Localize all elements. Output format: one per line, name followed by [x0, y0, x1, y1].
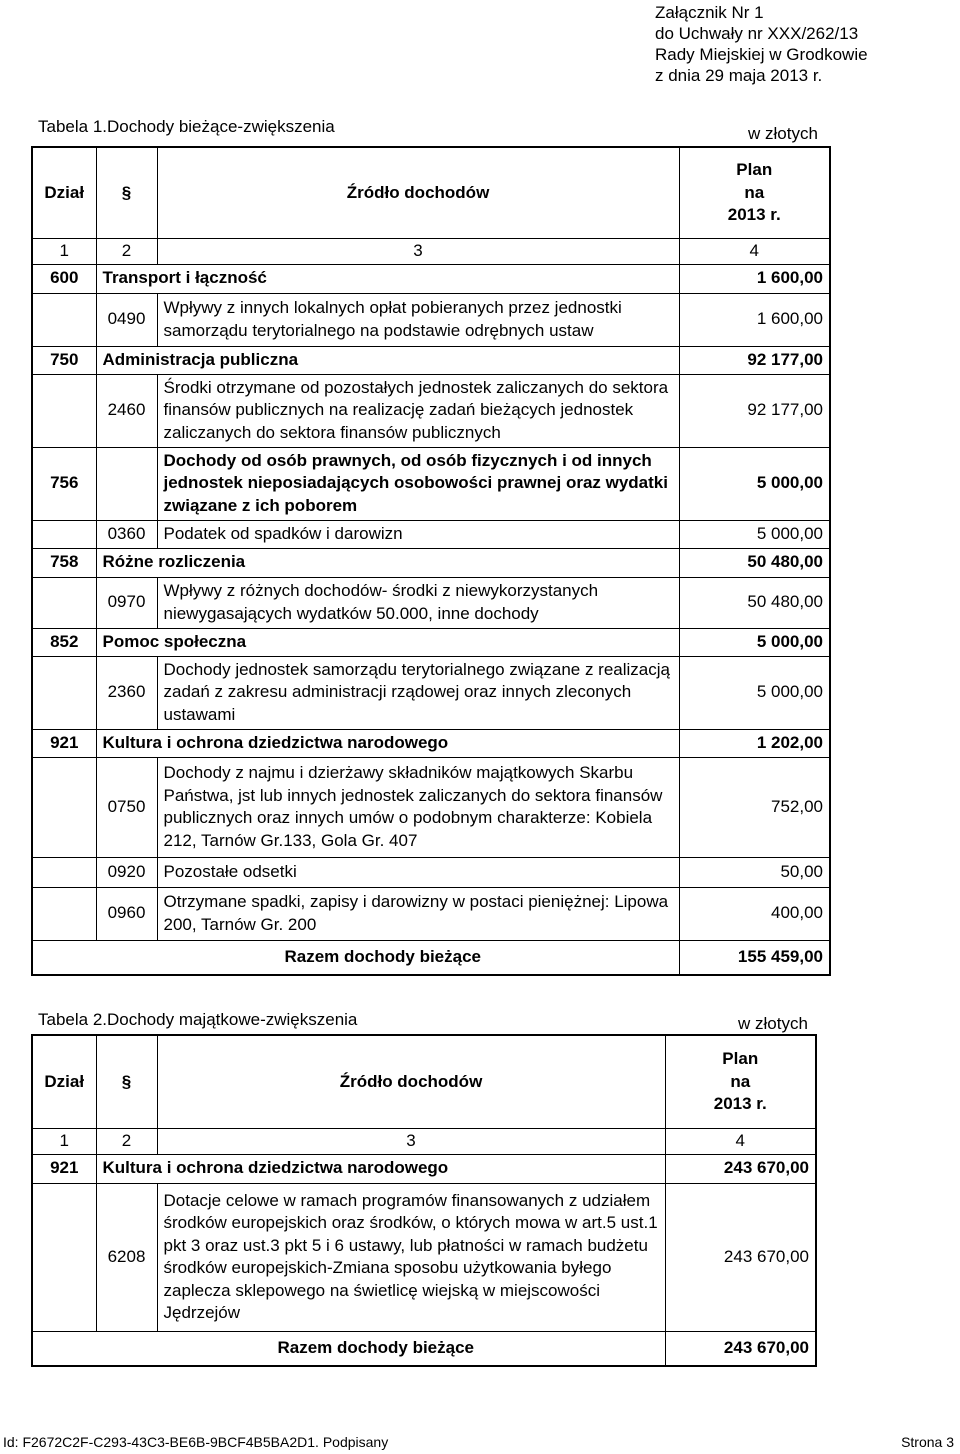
dzial-name: Dochody od osób prawnych, od osób fizycznych i od innych jednostek nieposiadających osobowości prawnej oraz wydatki związane z ich poborem	[157, 447, 679, 520]
col-dzial: Dział	[32, 1035, 96, 1128]
total-value: 155 459,00	[679, 940, 830, 975]
empty-cell	[32, 520, 96, 548]
table-row	[32, 264, 830, 293]
paragraph-name: Otrzymane spadki, zapisy i darowizny w postaci pieniężnej: Lipowa 200, Tarnów Gr. 200	[157, 887, 679, 940]
paragraph-value: 50,00	[679, 857, 830, 887]
table1-header-row	[32, 147, 830, 238]
paragraph-code: 0360	[96, 520, 157, 548]
dzial-code: 852	[32, 628, 96, 656]
paragraph-code: 0750	[96, 757, 157, 857]
col-plan-line: Plan	[722, 1049, 759, 1068]
table2-numbers-row	[32, 1128, 816, 1154]
table-row	[32, 346, 830, 374]
table2-unit: w złotych	[738, 1014, 808, 1033]
paragraph-name: Pozostałe odsetki	[157, 857, 679, 887]
document-header	[655, 2, 955, 86]
paragraph-name: Dochody jednostek samorządu terytorialnego związane z realizacją zadań z zakresu administracji rządowej oraz innych zleconych ustawami	[157, 656, 679, 729]
table-row	[32, 729, 830, 757]
col-dzial: Dział	[32, 147, 96, 238]
dzial-code: 921	[32, 1154, 96, 1183]
header-line: Rady Miejskiej w Grodkowie	[655, 45, 868, 64]
paragraph-code: 2360	[96, 656, 157, 729]
dzial-value: 5 000,00	[679, 447, 830, 520]
dzial-value: 5 000,00	[679, 628, 830, 656]
footer-id: Id: F2672C2F-C293-43C3-BE6B-9BCF4B5BA2D1. Podpisany	[3, 1434, 389, 1450]
table1-unit: w złotych	[748, 124, 818, 143]
dzial-value: 92 177,00	[679, 346, 830, 374]
table-row	[32, 577, 830, 628]
dzial-name: Kultura i ochrona dziedzictwa narodowego	[96, 1154, 665, 1183]
table-row	[32, 447, 830, 520]
paragraph-code: 0970	[96, 577, 157, 628]
empty-cell	[32, 1183, 96, 1331]
col-number: 4	[665, 1128, 816, 1154]
dzial-name: Różne rozliczenia	[96, 548, 679, 577]
table-row	[32, 887, 830, 940]
col-plan-line: 2013 r.	[727, 205, 781, 224]
table-row	[32, 857, 830, 887]
table-row	[32, 1154, 816, 1183]
dzial-name: Administracja publiczna	[96, 346, 679, 374]
table-row	[32, 757, 830, 857]
table-row	[32, 628, 830, 656]
table1-title: Tabela 1.Dochody bieżące-zwiększenia	[38, 117, 335, 136]
col-number: 1	[32, 1128, 96, 1154]
paragraph-value: 243 670,00	[665, 1183, 816, 1331]
table1-numbers-row	[32, 238, 830, 264]
paragraph-name: Środki otrzymane od pozostałych jednostek zaliczanych do sektora finansów publicznych na realizację zadań bieżących jednostek zaliczanych do sektora finansów publicznych	[157, 374, 679, 447]
dzial-code: 756	[32, 447, 96, 520]
col-number: 3	[157, 1128, 665, 1154]
table-row	[32, 520, 830, 548]
dzial-code: 750	[32, 346, 96, 374]
dzial-name: Kultura i ochrona dziedzictwa narodowego	[96, 729, 679, 757]
col-plan	[665, 1035, 816, 1128]
total-label: Razem dochody bieżące	[32, 940, 679, 975]
paragraph-name: Wpływy z różnych dochodów- środki z niewykorzystanych niewygasających wydatków 50.000, inne dochody	[157, 577, 679, 628]
empty-cell	[32, 757, 96, 857]
col-plan-line: 2013 r.	[713, 1094, 767, 1113]
dzial-code: 600	[32, 264, 96, 293]
col-number: 3	[157, 238, 679, 264]
dzial-value: 50 480,00	[679, 548, 830, 577]
table1-total-row	[32, 940, 830, 975]
paragraph-value: 5 000,00	[679, 520, 830, 548]
paragraph-value: 752,00	[679, 757, 830, 857]
dzial-code: 758	[32, 548, 96, 577]
paragraph-code: 2460	[96, 374, 157, 447]
table-row	[32, 374, 830, 447]
table-row	[32, 293, 830, 346]
col-number: 1	[32, 238, 96, 264]
col-plan-line: Plan	[736, 160, 773, 179]
col-number: 2	[96, 1128, 157, 1154]
table-row	[32, 1183, 816, 1331]
empty-cell	[32, 374, 96, 447]
table2-total-row	[32, 1331, 816, 1366]
col-section: §	[96, 1035, 157, 1128]
paragraph-name: Dochody z najmu i dzierżawy składników majątkowych Skarbu Państwa, jst lub innych jednostek zaliczanych do sektora finansów publicznych oraz innych umów o podobnym charakterze: Kobiela 212, Tarnów Gr.133, Gola Gr. 407	[157, 757, 679, 857]
empty-cell	[32, 857, 96, 887]
paragraph-value: 5 000,00	[679, 656, 830, 729]
paragraph-name: Dotacje celowe w ramach programów finansowanych z udziałem środków europejskich oraz środków, o których mowa w art.5 ust.1 pkt 3 oraz ust.3 pkt 5 i 6 ustawy, lub płatności w ramach budżetu środków europejskich-Zmiana sposobu użytkowania byłego zaplecza sklepowego na świetlicę wiejską w miejscowości Jędrzejów	[157, 1183, 665, 1331]
table2-title: Tabela 2.Dochody majątkowe-zwiększenia	[38, 1010, 358, 1029]
dzial-value: 1 202,00	[679, 729, 830, 757]
paragraph-value: 1 600,00	[679, 293, 830, 346]
table2-header-row	[32, 1035, 816, 1128]
empty-cell	[32, 293, 96, 346]
empty-cell	[32, 887, 96, 940]
dzial-code: 921	[32, 729, 96, 757]
empty-cell	[32, 577, 96, 628]
col-plan-line: na	[744, 182, 765, 202]
col-section: §	[96, 147, 157, 238]
col-plan	[679, 147, 830, 238]
table-row	[32, 548, 830, 577]
paragraph-code: 0920	[96, 857, 157, 887]
paragraph-value: 92 177,00	[679, 374, 830, 447]
dzial-value: 243 670,00	[665, 1154, 816, 1183]
table1	[31, 146, 831, 976]
footer-page-number: Strona 3	[901, 1434, 954, 1450]
total-label: Razem dochody bieżące	[32, 1331, 665, 1366]
paragraph-code: 6208	[96, 1183, 157, 1331]
table-row	[32, 656, 830, 729]
paragraph-code: 0490	[96, 293, 157, 346]
dzial-name: Pomoc społeczna	[96, 628, 679, 656]
paragraph-name: Podatek od spadków i darowizn	[157, 520, 679, 548]
col-plan-line: na	[730, 1071, 751, 1091]
paragraph-code: 0960	[96, 887, 157, 940]
empty-cell	[96, 447, 157, 520]
total-value: 243 670,00	[665, 1331, 816, 1366]
col-number: 4	[679, 238, 830, 264]
dzial-name: Transport i łączność	[96, 264, 679, 293]
dzial-value: 1 600,00	[679, 264, 830, 293]
col-source: Źródło dochodów	[157, 147, 679, 238]
paragraph-value: 400,00	[679, 887, 830, 940]
header-line: z dnia 29 maja 2013 r.	[655, 66, 823, 85]
header-line: Załącznik Nr 1	[655, 3, 764, 22]
empty-cell	[32, 656, 96, 729]
header-line: do Uchwały nr XXX/262/13	[655, 24, 859, 43]
paragraph-value: 50 480,00	[679, 577, 830, 628]
table2	[31, 1034, 817, 1367]
col-source: Źródło dochodów	[157, 1035, 665, 1128]
paragraph-name: Wpływy z innych lokalnych opłat pobieranych przez jednostki samorządu terytorialnego na podstawie odrębnych ustaw	[157, 293, 679, 346]
col-number: 2	[96, 238, 157, 264]
